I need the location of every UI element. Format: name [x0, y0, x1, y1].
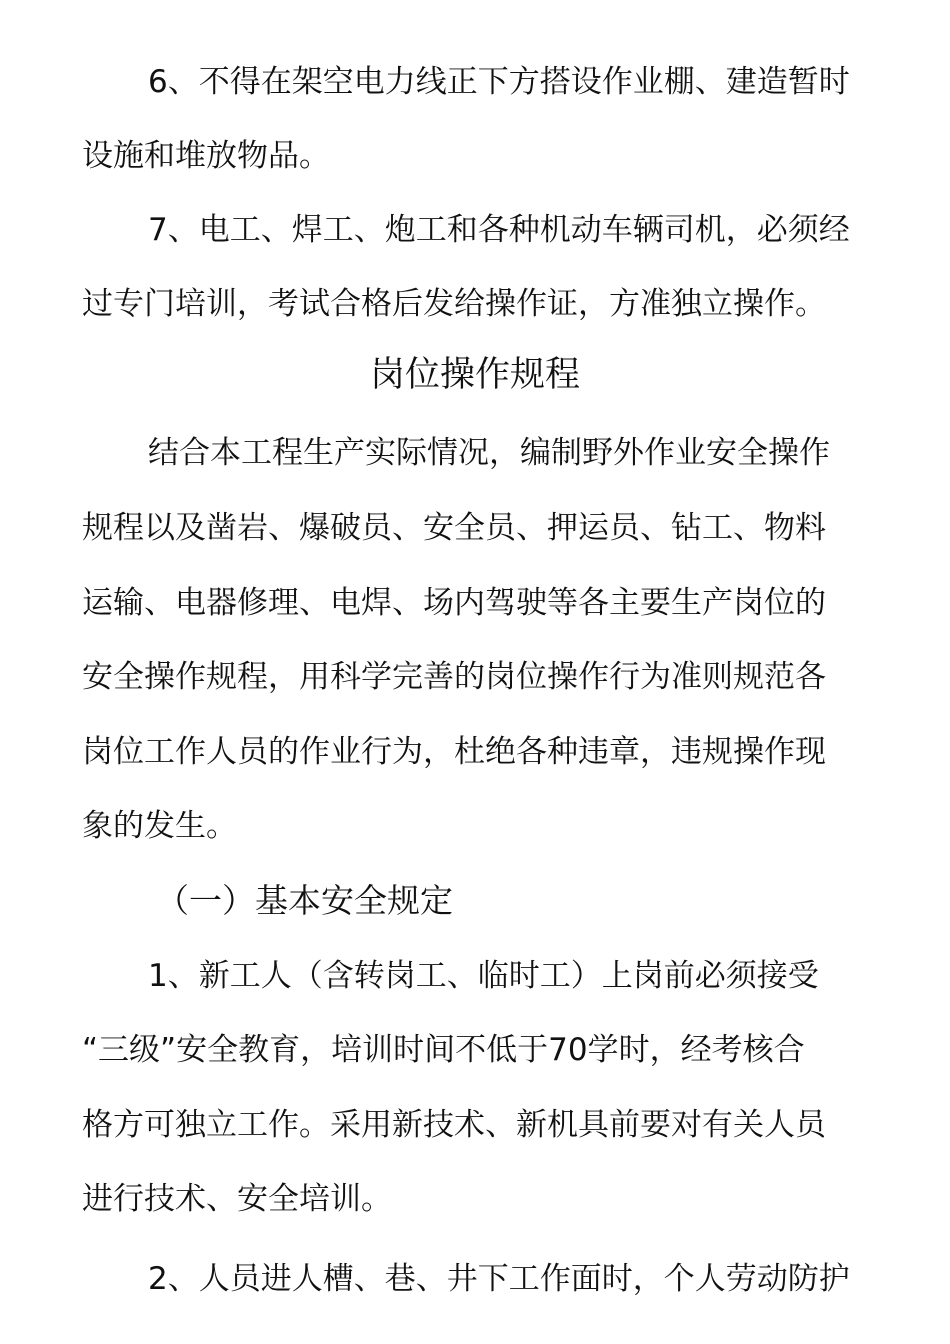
paragraph-7-line-2: 过专门培训，考试合格后发给操作证，方准独立操作。: [82, 286, 826, 322]
rule-1-line-1: 1、新工人（含转岗工、临时工）上岗前必须接受: [148, 958, 819, 994]
paragraph-6-line-2: 设施和堆放物品。: [82, 138, 330, 174]
section-title: 岗位操作规程: [369, 355, 580, 395]
intro-line-3: 运输、电器修理、电焊、场内驾驶等各主要生产岗位的: [82, 585, 826, 621]
intro-line-5: 岗位工作人员的作业行为，杜绝各种违章，违规操作现: [82, 734, 826, 770]
rule-1-line-4: 进行技术、安全培训。: [82, 1181, 392, 1217]
subsection-title: （一）基本安全规定: [156, 881, 453, 920]
rule-1-line-3: 格方可独立工作。采用新技术、新机具前要对有关人员: [82, 1107, 826, 1143]
intro-line-4: 安全操作规程，用科学完善的岗位操作行为准则规范各: [82, 659, 826, 695]
intro-line-1: 结合本工程生产实际情况，编制野外作业安全操作: [148, 435, 830, 471]
rule-2-line-1: 2、人员进人槽、巷、井下工作面时，个人劳动防护: [148, 1261, 850, 1297]
paragraph-6-line-1: 6、不得在架空电力线正下方搭设作业棚、建造暂时: [148, 64, 850, 100]
paragraph-7-line-1: 7、电工、焊工、炮工和各种机动车辆司机，必须经: [148, 212, 850, 248]
intro-line-6: 象的发生。: [82, 808, 237, 844]
rule-1-line-2: “三级”安全教育，培训时间不低于70学时，经考核合: [82, 1032, 805, 1068]
intro-line-2: 规程以及凿岩、爆破员、安全员、押运员、钻工、物料: [82, 510, 826, 546]
